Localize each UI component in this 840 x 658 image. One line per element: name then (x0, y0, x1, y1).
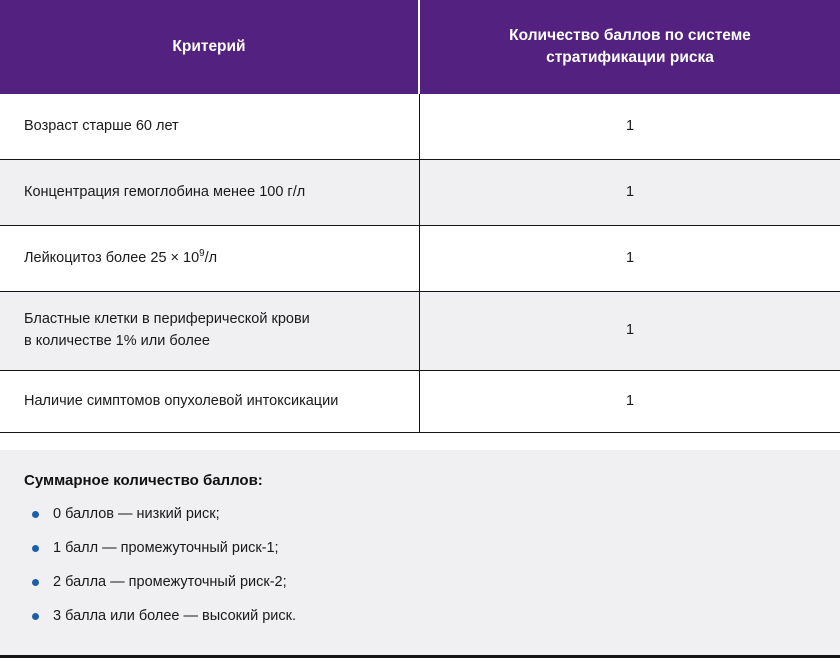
bullet-icon (32, 511, 39, 518)
criterion-text-line2: в количестве 1% или более (24, 333, 211, 349)
bullet-icon (32, 579, 39, 586)
criterion-text-superscript: 9 (199, 247, 205, 259)
cell-points (420, 160, 840, 225)
list-item (24, 607, 816, 626)
criterion-text: Концентрация гемоглобина менее 100 г/л (24, 183, 306, 200)
table-row (0, 94, 840, 160)
criterion-text-line1: Бластные клетки в периферической крови (24, 311, 310, 328)
criterion-text-pre: Лейкоцитоз более 25 × 10 (24, 249, 200, 266)
criterion-text (24, 309, 310, 353)
cell-points (420, 226, 840, 291)
table-row (0, 371, 840, 433)
criterion-text (24, 248, 217, 270)
cell-criterion (0, 226, 420, 291)
column-header-points-label (509, 25, 751, 70)
column-header-criterion (0, 0, 420, 94)
list-item (24, 573, 816, 592)
cell-points (420, 371, 840, 432)
column-header-points-line1: Количество баллов по системе (509, 26, 751, 44)
column-header-criterion-label: Критерий (172, 37, 246, 55)
table-row (0, 292, 840, 371)
table-row (0, 160, 840, 226)
table-row (0, 226, 840, 292)
cell-criterion (0, 371, 420, 432)
points-value: 1 (625, 392, 635, 409)
bullet-icon (32, 545, 39, 552)
list-item (24, 505, 816, 524)
cell-points (420, 292, 840, 370)
points-value: 1 (625, 249, 635, 266)
list-item-label: 0 баллов — низкий риск; (53, 506, 220, 523)
cell-points (420, 94, 840, 159)
cell-criterion (0, 292, 420, 370)
table-header-row (0, 0, 840, 94)
list-item-label: 1 балл — промежуточный риск-1; (53, 540, 279, 557)
summary-list (24, 505, 816, 625)
column-header-points-line2: стратификации риска (546, 49, 714, 66)
table-body (0, 94, 840, 450)
list-item-label: 2 балла — промежуточный риск-2; (53, 574, 287, 590)
criterion-text: Возраст старше 60 лет (24, 117, 179, 134)
cell-criterion (0, 160, 420, 225)
list-item (24, 539, 816, 558)
cell-criterion (0, 94, 420, 159)
criterion-text: Наличие симптомов опухолевой интоксикации (24, 392, 339, 409)
summary-section (0, 450, 840, 658)
bullet-icon (32, 613, 39, 620)
list-item-label: 3 балла или более — высокий риск. (53, 607, 296, 624)
points-value: 1 (625, 117, 635, 134)
summary-title: Суммарное количество баллов: (24, 472, 263, 490)
criterion-text-post: /л (204, 249, 218, 266)
points-value: 1 (625, 183, 635, 200)
points-value: 1 (625, 322, 635, 339)
column-header-points (420, 0, 840, 94)
